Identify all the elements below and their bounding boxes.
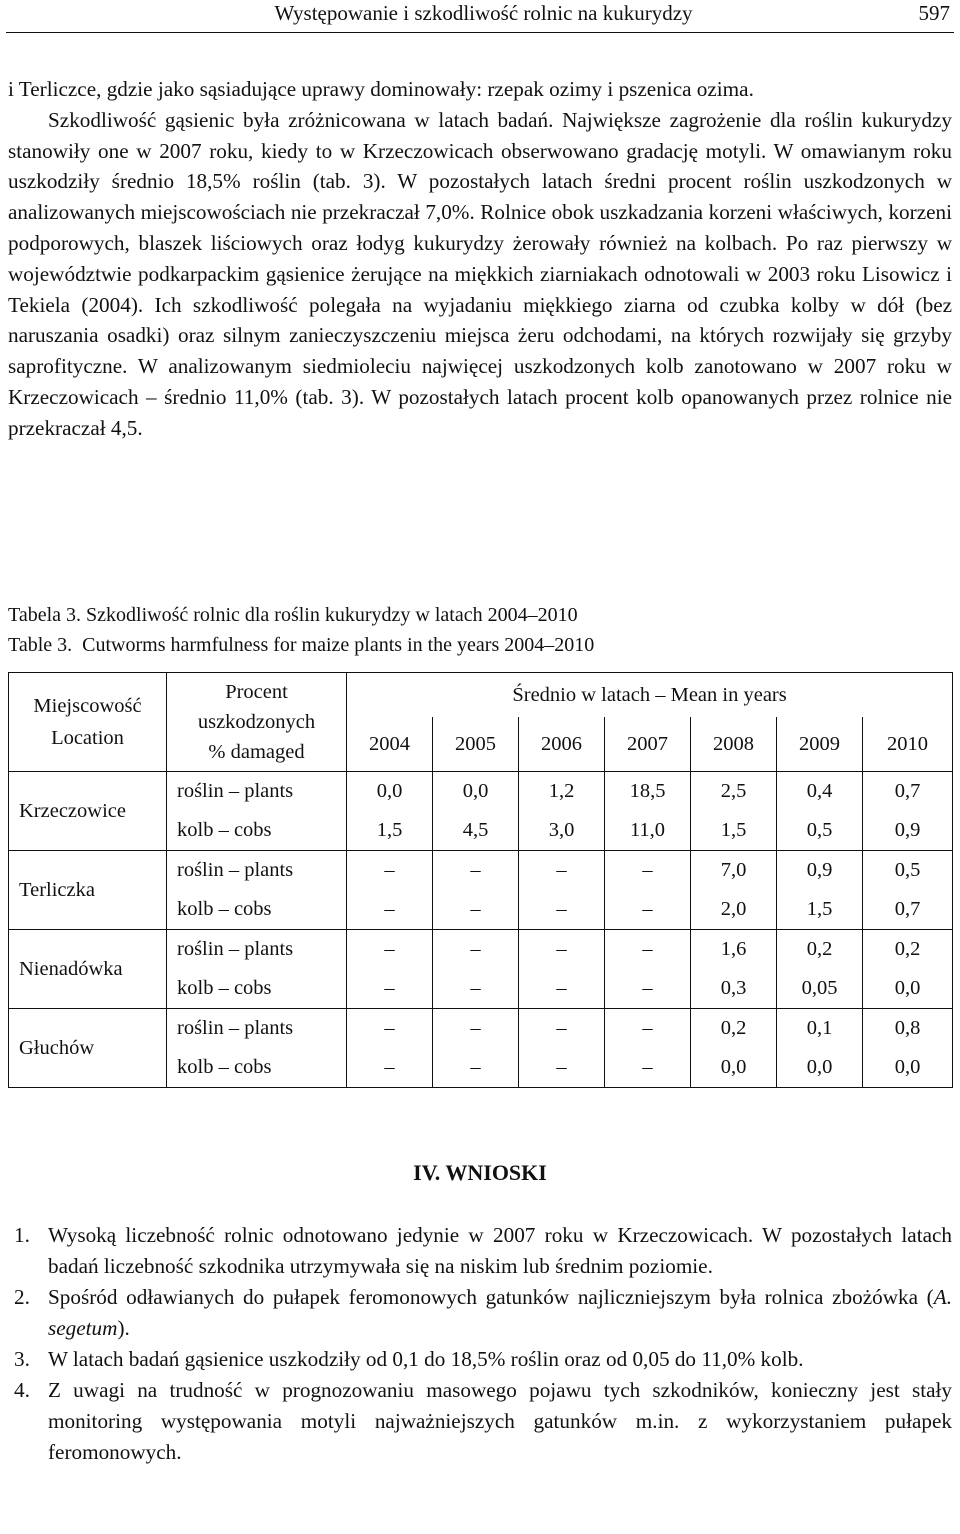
value-cell: 2,0 — [691, 890, 777, 930]
value-cell: 0,5 — [863, 851, 953, 891]
value-cell: 1,5 — [777, 890, 863, 930]
value-cell: 0,0 — [863, 1048, 953, 1088]
conclusion-item — [8, 1220, 952, 1282]
value-cell: 0,1 — [777, 1009, 863, 1049]
value-cell: 1,5 — [347, 811, 433, 851]
conclusion-number: 2. — [14, 1285, 30, 1309]
value-cell: 0,3 — [691, 969, 777, 1009]
conclusion-text: W latach badań gąsienice uszkodziły od 0,1 do 18,5% roślin oraz od 0,05 do 11,0% kolb. — [48, 1347, 804, 1371]
value-cell: 1,6 — [691, 930, 777, 970]
header-year: 2010 — [863, 717, 953, 772]
conclusion-item — [8, 1344, 952, 1375]
value-cell: 1,2 — [519, 772, 605, 812]
value-cell: 0,9 — [863, 811, 953, 851]
value-cell: 0,05 — [777, 969, 863, 1009]
location-cell: Nienadówka — [9, 930, 167, 1009]
location-cell: Głuchów — [9, 1009, 167, 1088]
value-cell: – — [347, 890, 433, 930]
value-cell: 0,0 — [863, 969, 953, 1009]
damage-type-cell: roślin – plants — [167, 772, 347, 812]
table-row — [9, 851, 953, 891]
header-year: 2008 — [691, 717, 777, 772]
conclusion-text: Wysoką liczebność rolnic odnotowano jedynie w 2007 roku w Krzeczowicach. W pozostałych latach badań liczebność szkodnika utrzymywała się na niskim lub średnim poziomie. — [48, 1223, 952, 1278]
location-cell: Terliczka — [9, 851, 167, 930]
conclusion-number: 3. — [14, 1347, 30, 1371]
value-cell: 0,8 — [863, 1009, 953, 1049]
header-year: 2005 — [433, 717, 519, 772]
damage-type-cell: roślin – plants — [167, 851, 347, 891]
value-cell: 0,4 — [777, 772, 863, 812]
value-cell: – — [605, 890, 691, 930]
conclusion-item — [8, 1282, 952, 1344]
value-cell: 0,0 — [691, 1048, 777, 1088]
body-text — [8, 74, 952, 444]
value-cell: 18,5 — [605, 772, 691, 812]
value-cell: – — [605, 969, 691, 1009]
value-cell: – — [605, 1048, 691, 1088]
value-cell: – — [433, 890, 519, 930]
value-cell: – — [433, 969, 519, 1009]
value-cell: 0,0 — [777, 1048, 863, 1088]
value-cell: 3,0 — [519, 811, 605, 851]
harmfulness-table — [8, 672, 953, 1088]
value-cell: 0,9 — [777, 851, 863, 891]
conclusion-item — [8, 1375, 952, 1468]
species-name: A. segetum — [48, 1285, 952, 1340]
running-title: Występowanie i szkodliwość rolnic na kukurydzy — [274, 1, 693, 25]
header-location — [9, 673, 167, 772]
value-cell: – — [433, 1048, 519, 1088]
damage-type-cell: kolb – cobs — [167, 890, 347, 930]
value-cell: 0,7 — [863, 890, 953, 930]
value-cell: – — [519, 851, 605, 891]
table-caption-en: Table 3. Cutworms harmfulness for maize plants in the years 2004–2010 — [8, 634, 595, 656]
header-location-pl: Miejscowość — [33, 695, 142, 717]
paragraph-1: i Terliczce, gdzie jako sąsiadujące uprawy dominowały: rzepak ozimy i pszenica ozima. — [8, 77, 754, 101]
value-cell: – — [519, 1048, 605, 1088]
value-cell: – — [347, 851, 433, 891]
value-cell: 0,0 — [347, 772, 433, 812]
value-cell: – — [519, 890, 605, 930]
conclusion-number: 1. — [14, 1223, 30, 1247]
value-cell: – — [519, 1009, 605, 1049]
value-cell: – — [347, 969, 433, 1009]
location-cell: Krzeczowice — [9, 772, 167, 851]
header-percent-line1: Procent — [225, 681, 288, 703]
value-cell: – — [347, 1048, 433, 1088]
conclusions-title: IV. WNIOSKI — [413, 1160, 547, 1185]
conclusion-number: 4. — [14, 1378, 30, 1402]
value-cell: 0,7 — [863, 772, 953, 812]
value-cell: – — [433, 930, 519, 970]
damage-type-cell: kolb – cobs — [167, 1048, 347, 1088]
header-year: 2004 — [347, 717, 433, 772]
value-cell: 0,0 — [433, 772, 519, 812]
value-cell: 11,0 — [605, 811, 691, 851]
table-row — [9, 772, 953, 812]
value-cell: 0,2 — [777, 930, 863, 970]
value-cell: – — [519, 930, 605, 970]
conclusion-text: Z uwagi na trudność w prognozowaniu masowego pojawu tych szkodników, konieczny jest stały monitoring występowania motyli najważniejszych gatunków m.in. z wykorzystaniem pułapek feromonowych. — [48, 1378, 952, 1464]
value-cell: 0,5 — [777, 811, 863, 851]
damage-type-cell: roślin – plants — [167, 930, 347, 970]
conclusions-list — [8, 1220, 952, 1468]
table-row — [9, 1009, 953, 1049]
header-year: 2009 — [777, 717, 863, 772]
table-body — [9, 772, 953, 1088]
value-cell: – — [347, 1009, 433, 1049]
paragraph-2: Szkodliwość gąsienic była zróżnicowana w latach badań. Największe zagrożenie dla roślin kukurydzy stanowiły one w 2007 roku, kiedy to w Krzeczowicach obserwowano gradację motyli. W omawianym roku uszkodziły średnio 18,5% roślin (tab. 3). W pozostałych latach średni procent roślin uszkodzonych w analizowanych miejscowościach nie przekraczał 7,0%. Rolnice obok uszkadzania korzeni właściwych, korzeni podporowych, blaszek liściowych oraz łodyg kukurydzy żerowały również na kolbach. Po raz pierwszy w województwie podkarpackim gąsienice żerujące na miękkich ziarniakach odnotowali w 2003 roku Lisowicz i Tekiela (2004). Ich szkodliwość polegała na wyjadaniu miękkiego ziarna od czubka kolby w dół (bez naruszania osadki) oraz silnym zanieczyszczeniu miejsca żeru odchodami, na których rozwijały się grzyby saprofityczne. W analizowanym siedmioleciu najwięcej uszkodzonych kolb zanotowano w 2007 roku w Krzeczowicach – średnio 11,0% (tab. 3). W pozostałych latach procent kolb opanowanych przez rolnice nie przekraczał 4,5. — [8, 107, 952, 440]
value-cell: – — [347, 930, 433, 970]
header-year: 2006 — [519, 717, 605, 772]
value-cell: 4,5 — [433, 811, 519, 851]
value-cell: 7,0 — [691, 851, 777, 891]
page-number: 597 — [918, 1, 950, 25]
header-mean: Średnio w latach – Mean in years — [347, 673, 953, 718]
header-year: 2007 — [605, 717, 691, 772]
value-cell: 0,2 — [691, 1009, 777, 1049]
value-cell: – — [433, 1009, 519, 1049]
running-header — [6, 0, 954, 33]
damage-type-cell: kolb – cobs — [167, 811, 347, 851]
damage-type-cell: roślin – plants — [167, 1009, 347, 1049]
value-cell: – — [519, 969, 605, 1009]
value-cell: 0,2 — [863, 930, 953, 970]
conclusion-text-end: ). — [117, 1316, 130, 1340]
header-percent — [167, 673, 347, 772]
value-cell: – — [605, 1009, 691, 1049]
header-percent-line2: uszkodzonych — [197, 711, 316, 733]
value-cell: 2,5 — [691, 772, 777, 812]
value-cell: 1,5 — [691, 811, 777, 851]
table-row — [9, 930, 953, 970]
value-cell: – — [433, 851, 519, 891]
value-cell: – — [605, 851, 691, 891]
conclusion-text: Spośród odławianych do pułapek feromonowych gatunków najliczniejszym była rolnica zbożówka ( — [48, 1285, 934, 1309]
value-cell: – — [605, 930, 691, 970]
table-caption-pl: Tabela 3. Szkodliwość rolnic dla roślin kukurydzy w latach 2004–2010 — [8, 604, 578, 626]
header-percent-line3: % damaged — [208, 741, 305, 763]
header-location-en: Location — [51, 727, 124, 749]
damage-type-cell: kolb – cobs — [167, 969, 347, 1009]
